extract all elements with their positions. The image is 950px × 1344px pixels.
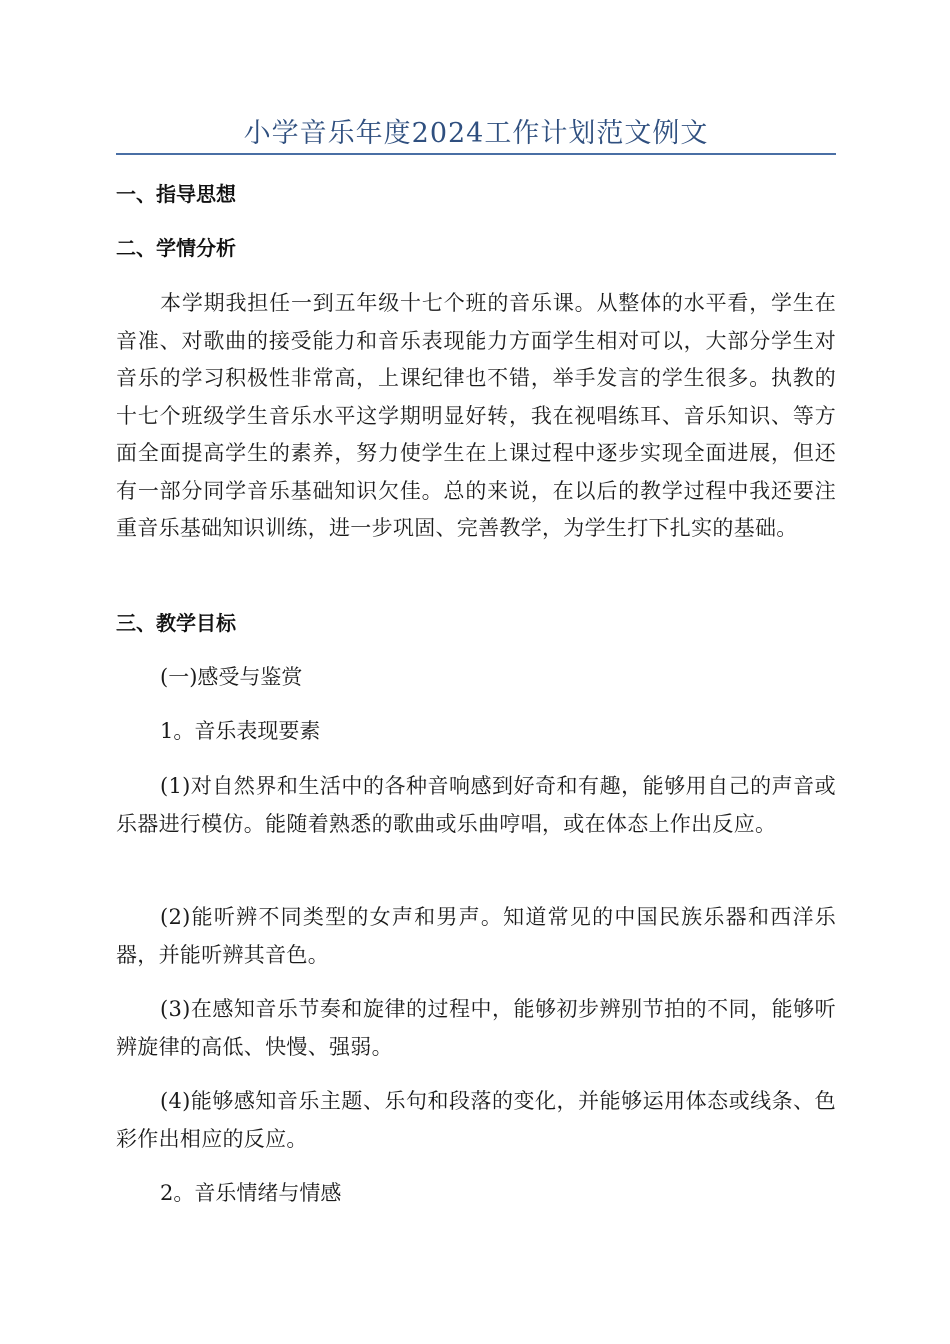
paragraph-item-3: (3)在感知音乐节奏和旋律的过程中，能够初步辨别节拍的不同，能够听辨旋律的高低、快慢、强弱。 [116, 997, 836, 1059]
paragraph-student-analysis: 本学期我担任一到五年级十七个班的音乐课。从整体的水平看，学生在音准、对歌曲的接受能力和音乐表现能力方面学生相对可以，大部分学生对音乐的学习积极性非常高，上课纪律也不错，举手发言的学生很多。执教的十七个班级学生音乐水平这学期明显好转，我在视唱练耳、音乐知识、等方面全面提高学生的素养，努力使学生在上课过程中逐步实现全面进展，但还有一部分同学音乐基础知识欠佳。总的来说，在以后的教学过程中我还要注重音乐基础知识训练，进一步巩固、完善教学，为学生打下扎实的基础。 [116, 291, 836, 540]
section-heading-guiding-ideology: 一、指导思想 [116, 182, 236, 206]
paragraph-item-1: (1)对自然界和生活中的各种音响感到好奇和有趣，能够用自己的声音或乐器进行模仿。能随着熟悉的歌曲或乐曲哼唱，或在体态上作出反应。 [116, 774, 836, 836]
document-title: 小学音乐年度2024工作计划范文例文 [243, 118, 709, 149]
item-music-emotion: 2。音乐情绪与情感 [160, 1181, 342, 1205]
item-music-elements: 1。音乐表现要素 [160, 719, 321, 743]
subheading-appreciation: (一)感受与鉴赏 [160, 665, 303, 689]
section-heading-teaching-goals: 三、教学目标 [116, 611, 236, 635]
title-underline [116, 153, 836, 155]
paragraph-item-2: (2)能听辨不同类型的女声和男声。知道常见的中国民族乐器和西洋乐器，并能听辨其音色。 [116, 905, 836, 967]
paragraph-item-4: (4)能够感知音乐主题、乐句和段落的变化，并能够运用体态或线条、色彩作出相应的反应。 [116, 1089, 836, 1151]
section-heading-student-analysis: 二、学情分析 [116, 236, 236, 260]
